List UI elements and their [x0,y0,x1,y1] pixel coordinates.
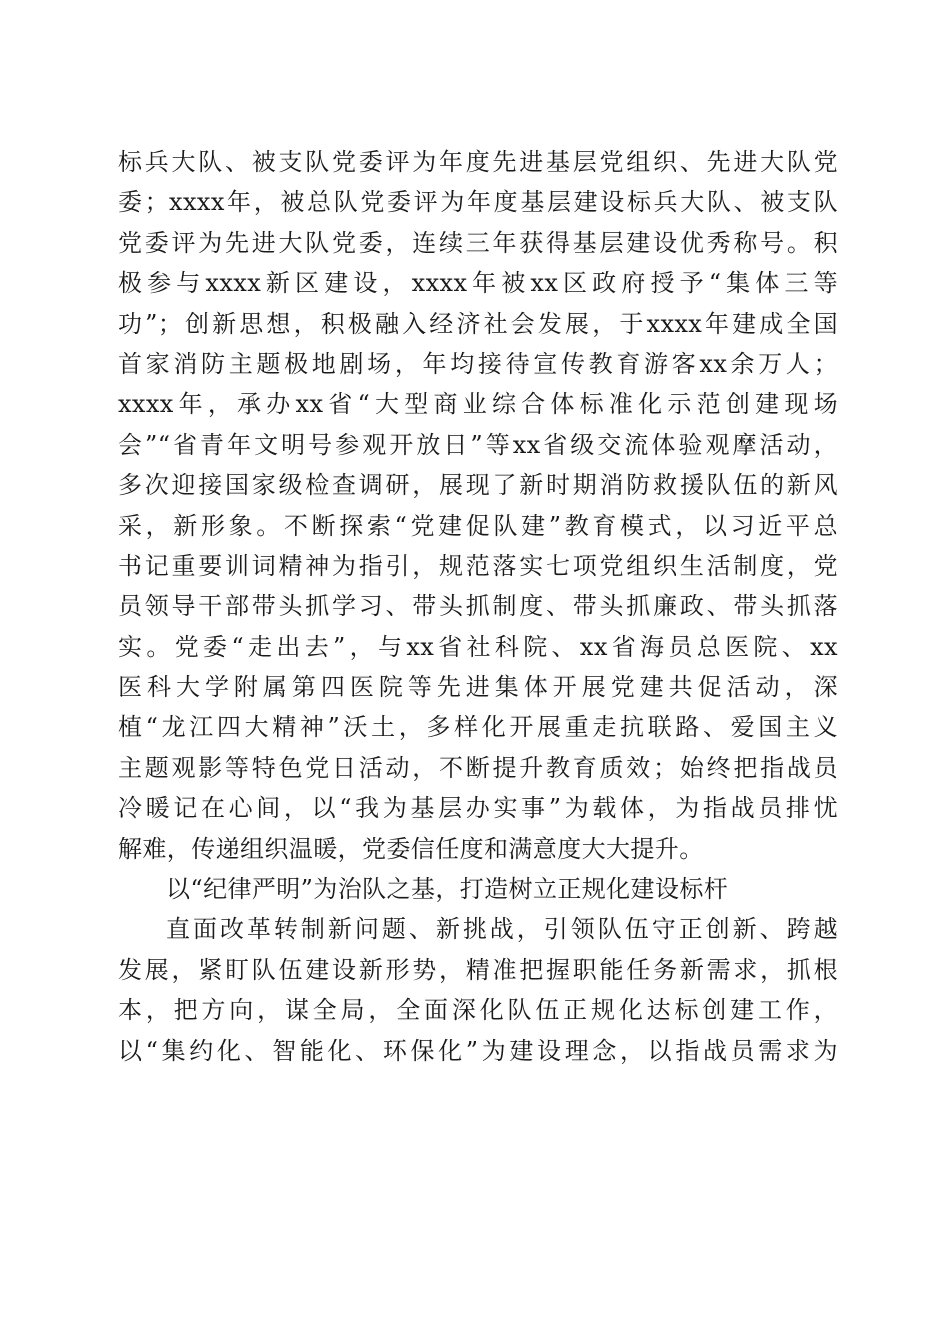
paragraph-2 [118,909,838,1071]
paragraph-1 [118,142,838,869]
text-line: 实。党委“走出去”，与xx省社科院、xx省海员总医院、xx [118,632,838,661]
text-line: 多次迎接国家级检查调研，展现了新时期消防救援队伍的新风 [118,471,838,500]
text-line: 本，把方向，谋全局，全面深化队伍正规化达标创建工作， [118,996,838,1025]
text-line: 会”“省青年文明号参观开放日”等xx省级交流体验观摩活动， [118,430,838,459]
text-line: 极参与xxxx新区建设，xxxx年被xx区政府授予“集体三等 [118,269,838,298]
text-line: 解难，传递组织温暖，党委信任度和满意度大大提升。 [118,834,704,863]
text-line: 委；xxxx年，被总队党委评为年度基层建设标兵大队、被支队 [118,188,838,217]
text-line: 发展，紧盯队伍建设新形势，精准把握职能任务新需求，抓根 [118,955,838,984]
text-line: 标兵大队、被支队党委评为年度先进基层党组织、先进大队党 [118,148,838,176]
text-line: 采，新形象。不断探索“党建促队建”教育模式，以习近平总 [118,511,838,540]
section-heading: 以“纪律严明”为治队之基，打造树立正规化建设标杆 [166,875,729,904]
text-line: 直面改革转制新问题、新挑战，引领队伍守正创新、跨越 [166,915,838,944]
text-line: xxxx年，承办xx省“大型商业综合体标准化示范创建现场 [118,390,838,419]
text-line: 主题观影等特色党日活动，不断提升教育质效；始终把指战员 [118,753,838,782]
document-body [118,142,838,1071]
text-line: 冷暖记在心间，以“我为基层办实事”为载体，为指战员排忧 [118,794,838,823]
text-line: 以“集约化、智能化、环保化”为建设理念，以指战员需求为 [118,1036,838,1065]
text-line: 功”；创新思想，积极融入经济社会发展，于xxxx年建成全国 [118,309,838,338]
text-line: 植“龙江四大精神”沃土，多样化开展重走抗联路、爱国主义 [118,713,838,742]
text-line: 党委评为先进大队党委，连续三年获得基层建设优秀称号。积 [118,228,838,257]
text-line: 书记重要训词精神为指引，规范落实七项党组织生活制度，党 [118,551,838,580]
text-line: 首家消防主题极地剧场，年均接待宣传教育游客xx余万人； [118,349,838,378]
text-line: 员领导干部带头抓学习、带头抓制度、带头抓廉政、带头抓落 [118,592,838,621]
text-line: 医科大学附属第四医院等先进集体开展党建共促活动，深 [118,673,838,702]
